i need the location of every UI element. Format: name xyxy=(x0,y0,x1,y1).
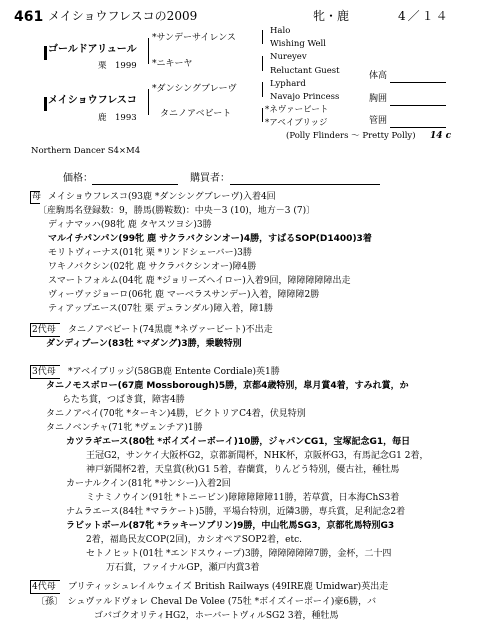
dam-line: ディナマッハ(98牝 鹿 タヤスツヨシ)3勝 xyxy=(48,220,212,230)
section-dam-label: 母 xyxy=(32,192,42,202)
cannon-label: 管囲 xyxy=(369,116,388,126)
third-dam-line: 王冠G2，サンケイ大阪杯G2，京都新聞杯，NHK杯，京阪杯G3，有馬記念G1 2着， xyxy=(86,451,429,461)
lot-number: 461 xyxy=(14,9,44,25)
third-dam-line: カーナルクイン(81牝 *サンシー)入着2回 xyxy=(66,479,231,489)
fourth-dam-line: ブリティッシュレイルウェイズ British Railways (49IRE鹿 Umidwar)英出走 xyxy=(68,582,389,592)
g3-1: Halo xyxy=(270,26,291,36)
dam-line: ワキノバクシン(02牝 鹿 サクラバクシンオー)障4勝 xyxy=(48,262,257,272)
g3-6: Navajo Princess xyxy=(270,92,340,102)
dam-line: マルイチパンパン(99牝 鹿 サクラバクシンオー)4勝，すばるSOP(D1400)3着 xyxy=(48,234,372,244)
third-dam-line: タニノモスボロー(67鹿 Mossborough)5勝，京都4歳特別，皐月賞4着，すみれ賞，か xyxy=(46,381,409,391)
dam-line: 〔産駒馬名登録数：9，勝馬(勝鞍数)：中央－3 (10)，地方－3 (7)〕 xyxy=(38,206,316,216)
g3-5: Lyphard xyxy=(270,79,306,89)
third-dam-line: セトノヒット(01牡 *エンドスウィープ)3勝，障障障障障7勝，金杯，二十四 xyxy=(86,549,392,559)
third-dam-line: ナムラエース(84牡 *マラケート)5勝，平場台特別，近隣3勝，専兵賞，足利記念2着 xyxy=(66,507,406,517)
page-title: メイショウフレスコの2009 xyxy=(48,9,198,23)
chest-label: 胸囲 xyxy=(369,94,388,104)
third-dam-line: タニノベンチャ(71牝 *ヴェンチア)1勝 xyxy=(46,423,203,433)
sire-dam: *ニキーヤ xyxy=(152,59,193,69)
dam-line: ヴィーヴァジョーロ(06牝 鹿 マーベラスサンデー)入着，障障障2勝 xyxy=(48,290,320,300)
section-second-dam-label: 2代母 xyxy=(32,325,56,335)
g3-3: Nureyev xyxy=(270,52,307,62)
third-dam-line: 2着，福島民友COP(2回)，カシオペアSOP2着，etc. xyxy=(86,535,302,545)
dam-dam: タニノアベビート xyxy=(160,109,232,119)
third-dam-line: カツラギエース(80牡 *ボイズイーボーイ)10勝，ジャパンCG1，宝塚記念G1，毎日 xyxy=(66,437,411,447)
third-dam-line: ラビットボール(87牝 *ラッキーソブリン)9勝，中山牝馬SG3，京都牝馬特別G3 xyxy=(66,521,395,531)
inbreeding-cross: Northern Dancer S4×M4 xyxy=(31,146,141,156)
birth-date: 4／１４ xyxy=(398,9,450,23)
section-fourth-dam-label: 4代母 xyxy=(32,582,56,592)
family-number: 14 c xyxy=(430,131,452,141)
dam-line: スマートフォルム(04牝 鹿 *ジョリーズヘイロー)入着9回，障障障障障出走 xyxy=(48,276,351,286)
g3-7: *ネヴァービート xyxy=(265,105,329,115)
third-dam-line: *アベイブリッジ(58GB鹿 Entente Cordiale)英1勝 xyxy=(68,367,280,377)
third-dam-line: 神戸新聞杯2着，天皇賞(秋)G1 5着，春蘭賞，りんどう特別，優古社，種牡馬 xyxy=(86,465,400,475)
g3-8: *アベイブリッジ xyxy=(265,118,328,128)
height-label: 体高 xyxy=(369,71,388,81)
dam-sire: *ダンシングブレーヴ xyxy=(152,84,237,94)
sex-color: 牝・鹿 xyxy=(313,9,350,23)
sire-name: ゴールドアリュール xyxy=(48,44,137,55)
third-dam-line: タニノアベイ(70牝 *ターキン)4勝，ビクトリアC4着，伏見特別 xyxy=(46,409,306,419)
second-dam-line: ダンディブーン(83牡 *マダング)3勝，乗駿特別 xyxy=(46,339,242,349)
dam-line: メイショウフレスコ(93鹿 *ダンシングブレーヴ)入着4回 xyxy=(48,192,276,202)
third-dam-line: ミナミノウイン(91牡 *トニービン)障障障障障11勝，若草賞，日本海ChS3着 xyxy=(86,493,400,503)
g3-2: Wishing Well xyxy=(270,39,326,49)
section-third-dam-label: 3代母 xyxy=(32,367,56,377)
dam-line: ティアップエース(07牡 栗 デュランダル)障入着，障1勝 xyxy=(48,304,274,314)
buyer-label: 購買者： xyxy=(190,173,230,184)
sire-sire: *サンデーサイレンス xyxy=(152,33,236,43)
third-dam-line: らたち賞，つばき賞，障害4勝 xyxy=(62,395,185,405)
fourth-dam-line: 〔孫〕 シュヴァルドヴォレ Cheval De Volee (75牡 *ボイズイーボーイ)豪6勝，バ xyxy=(36,597,377,607)
dam-info: 鹿 1993 xyxy=(98,113,137,123)
price-label: 価格： xyxy=(63,173,93,184)
fourth-dam-line: ゴバゴクオリティHG2，ホーバートヴィルSG2 3着，種牡馬 xyxy=(94,611,339,621)
sire-info: 栗 1999 xyxy=(98,61,137,71)
third-dam-line: 万石賞，ファイナルGP，瀬戸内賞3着 xyxy=(106,563,260,573)
dam-name: メイショウフレスコ xyxy=(48,95,137,106)
second-dam-line: タニノアベビート(74黒鹿 *ネヴァービート)不出走 xyxy=(68,325,273,335)
family-note: (Polly Flinders ～ Pretty Polly) xyxy=(286,131,416,141)
g3-4: Reluctant Guest xyxy=(270,66,340,76)
dam-line: モリトヴィーナス(01牝 栗 *リンドシェーバー)3勝 xyxy=(48,248,252,258)
